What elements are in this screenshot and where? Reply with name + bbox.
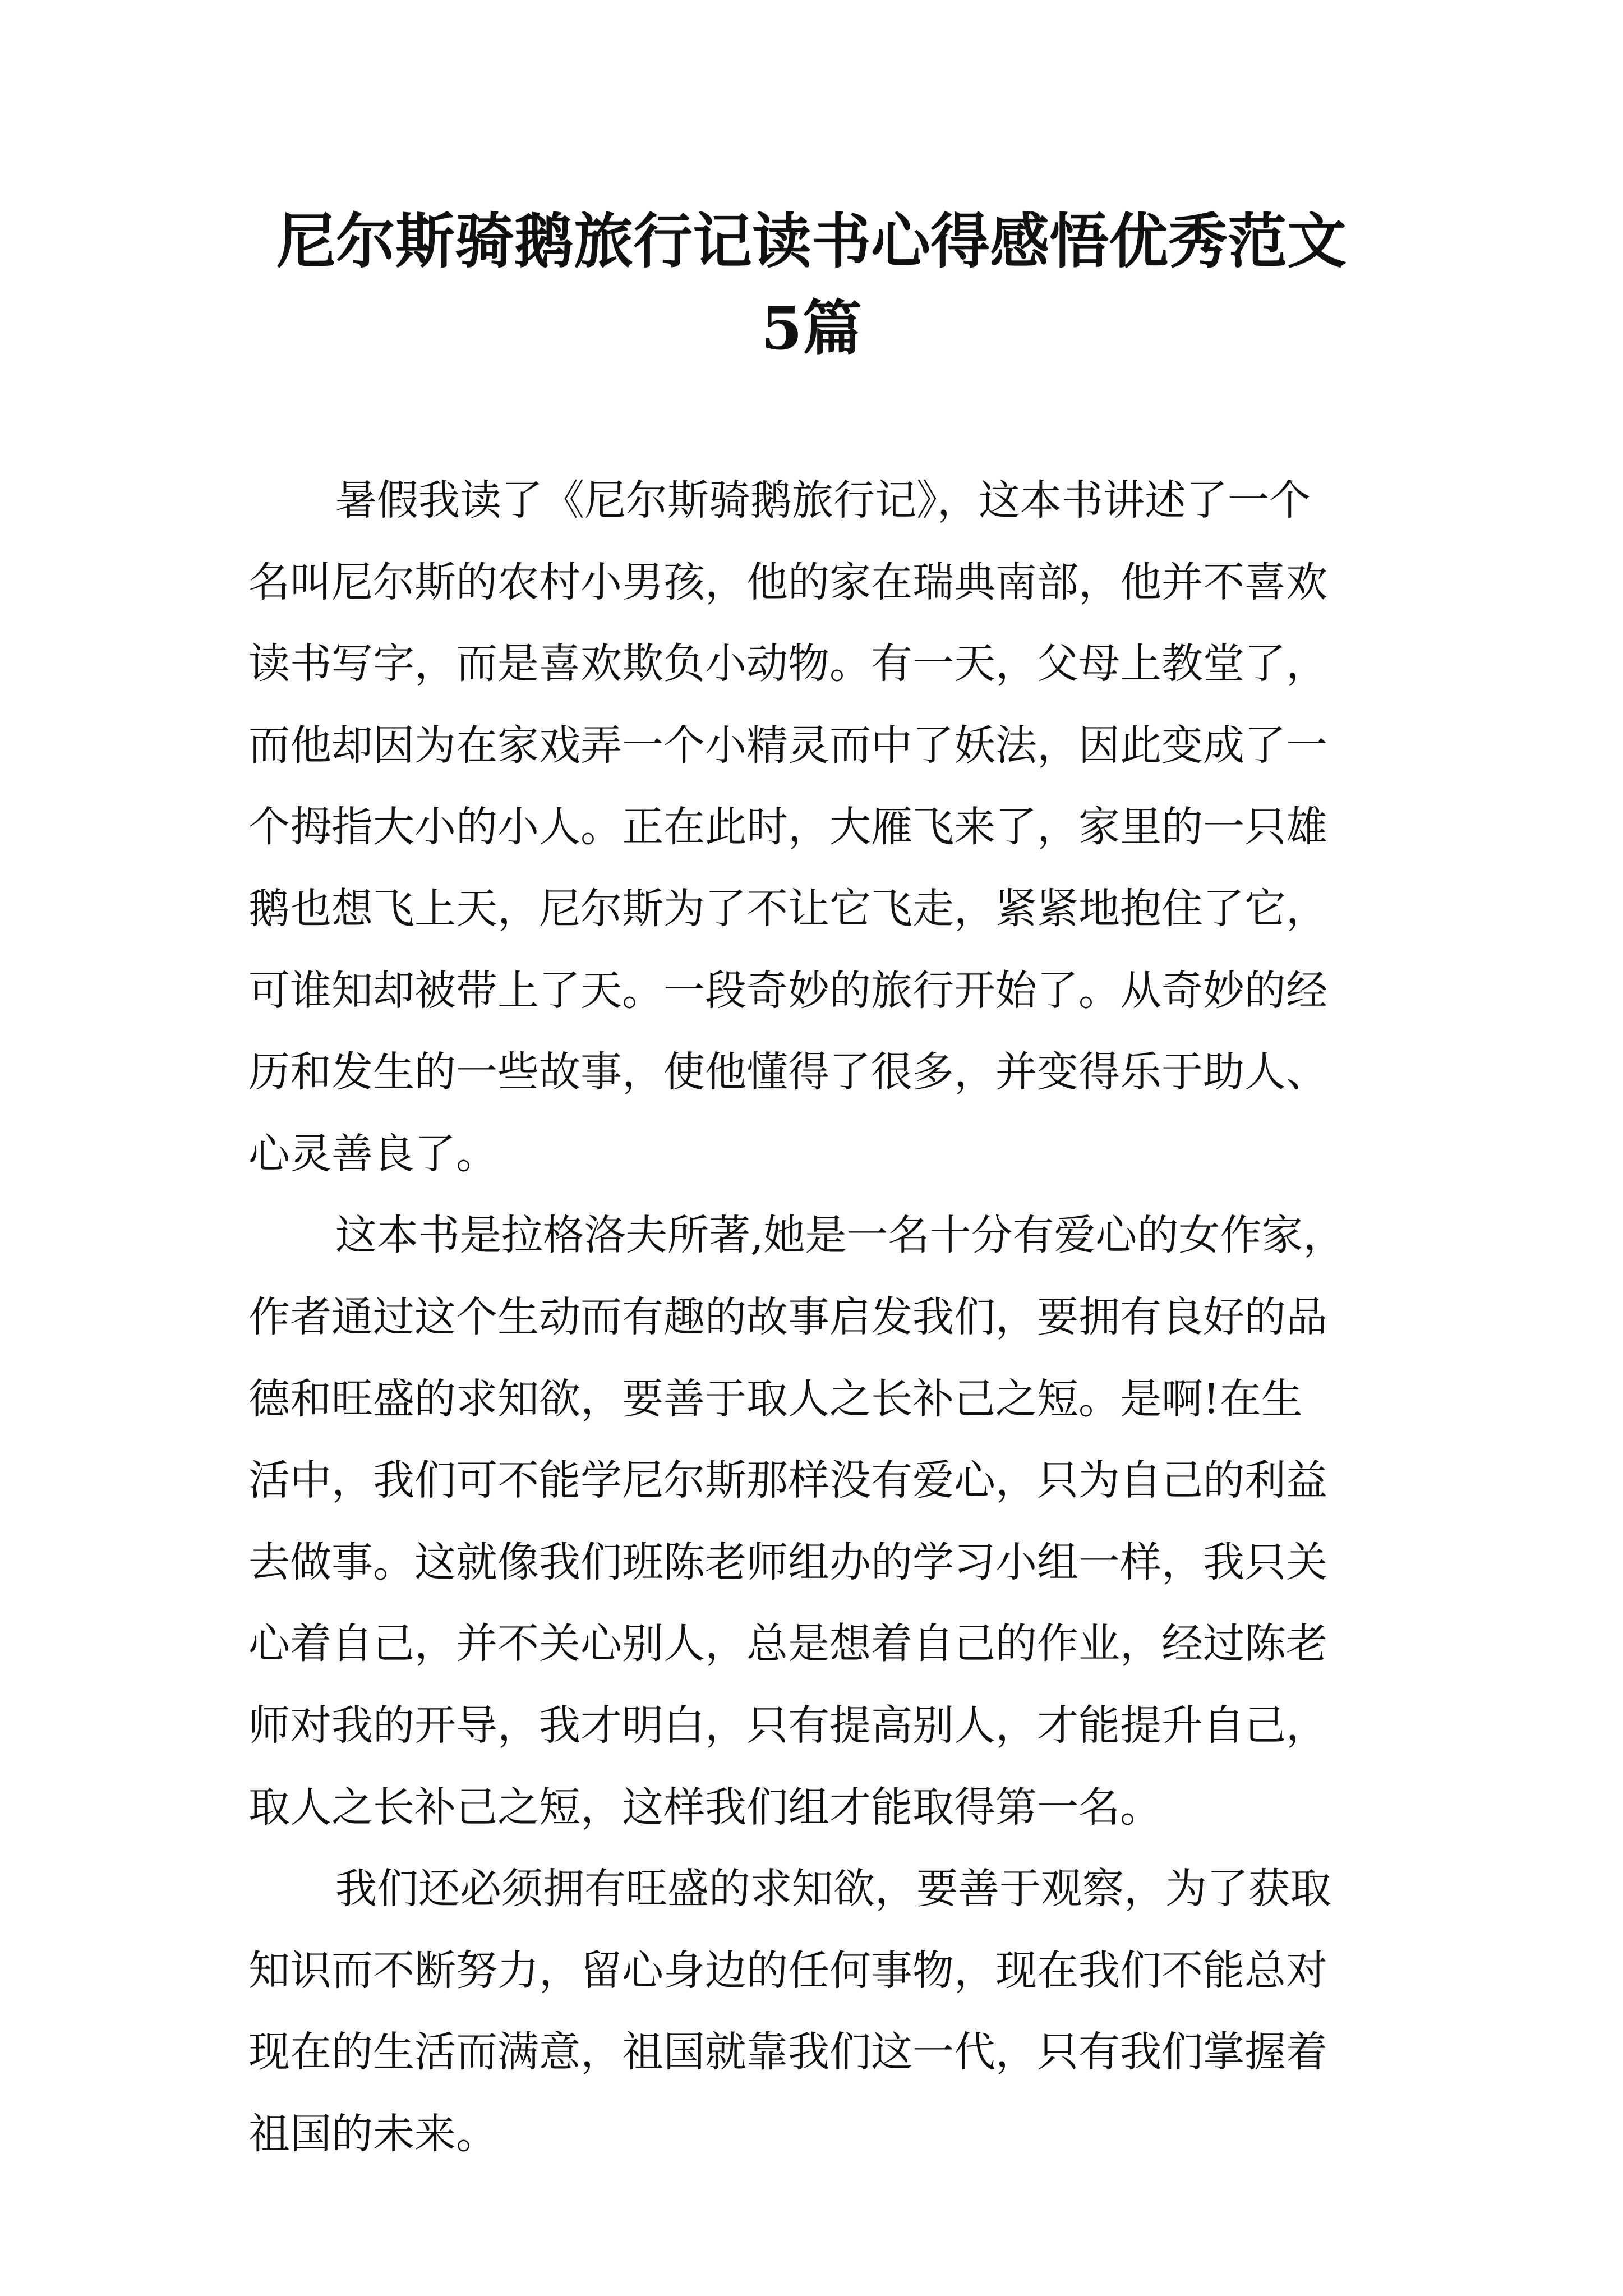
paragraph-3 [248, 1848, 1381, 2175]
text-line: 鹅也想飞上天，尼尔斯为了不让它飞走，紧紧地抱住了它， [248, 884, 1327, 933]
text-line: 祖国的未来。 [248, 2109, 497, 2158]
paragraph-2 [248, 1195, 1381, 1848]
text-line: 个拇指大小的小人。正在此时，大雁飞来了，家里的一只雄 [248, 803, 1327, 852]
text-line: 作者通过这个生动而有趣的故事启发我们，要拥有良好的品 [248, 1292, 1327, 1341]
text-line: 这本书是拉格洛夫所著,她是一名十分有爱心的女作家， [335, 1211, 1345, 1260]
text-line: 历和发生的一些故事，使他懂得了很多，并变得乐于助人、 [248, 1048, 1327, 1097]
document-title-line-2: 5篇 [761, 293, 862, 363]
text-line: 师对我的开导，我才明白，只有提高别人，才能提升自己， [248, 1701, 1327, 1750]
text-line: 现在的生活而满意，祖国就靠我们这一代，只有我们掌握着 [248, 2028, 1327, 2077]
text-line: 读书写字，而是喜欢欺负小动物。有一天，父母上教堂了， [248, 639, 1327, 688]
text-line: 德和旺盛的求知欲，要善于取人之长补己之短。是啊!在生 [248, 1374, 1303, 1423]
text-line: 而他却因为在家戏弄一个小精灵而中了妖法，因此变成了一 [248, 721, 1327, 770]
text-line: 可谁知却被带上了天。一段奇妙的旅行开始了。从奇妙的经 [248, 966, 1327, 1015]
text-line: 我们还必须拥有旺盛的求知欲，要善于观察，为了获取 [335, 1865, 1331, 1913]
document-title-line-1: 尼尔斯骑鹅旅行记读书心得感悟优秀范文 [276, 206, 1347, 276]
text-line: 心灵善良了。 [248, 1129, 497, 1178]
text-line: 心着自己，并不关心别人，总是想着自己的作业，经过陈老 [248, 1619, 1327, 1668]
text-line: 名叫尼尔斯的农村小男孩，他的家在瑞典南部，他并不喜欢 [248, 558, 1327, 606]
paragraph-1 [248, 460, 1381, 1195]
text-line: 暑假我读了《尼尔斯骑鹅旅行记》，这本书讲述了一个 [335, 476, 1311, 524]
text-line: 去做事。这就像我们班陈老师组办的学习小组一样，我只关 [248, 1538, 1327, 1586]
text-line: 知识而不断努力，留心身边的任何事物，现在我们不能总对 [248, 1946, 1327, 1995]
text-line: 取人之长补己之短，这样我们组才能取得第一名。 [248, 1783, 1161, 1832]
text-line: 活中，我们可不能学尼尔斯那样没有爱心，只为自己的利益 [248, 1456, 1327, 1505]
document-body [248, 460, 1381, 2175]
